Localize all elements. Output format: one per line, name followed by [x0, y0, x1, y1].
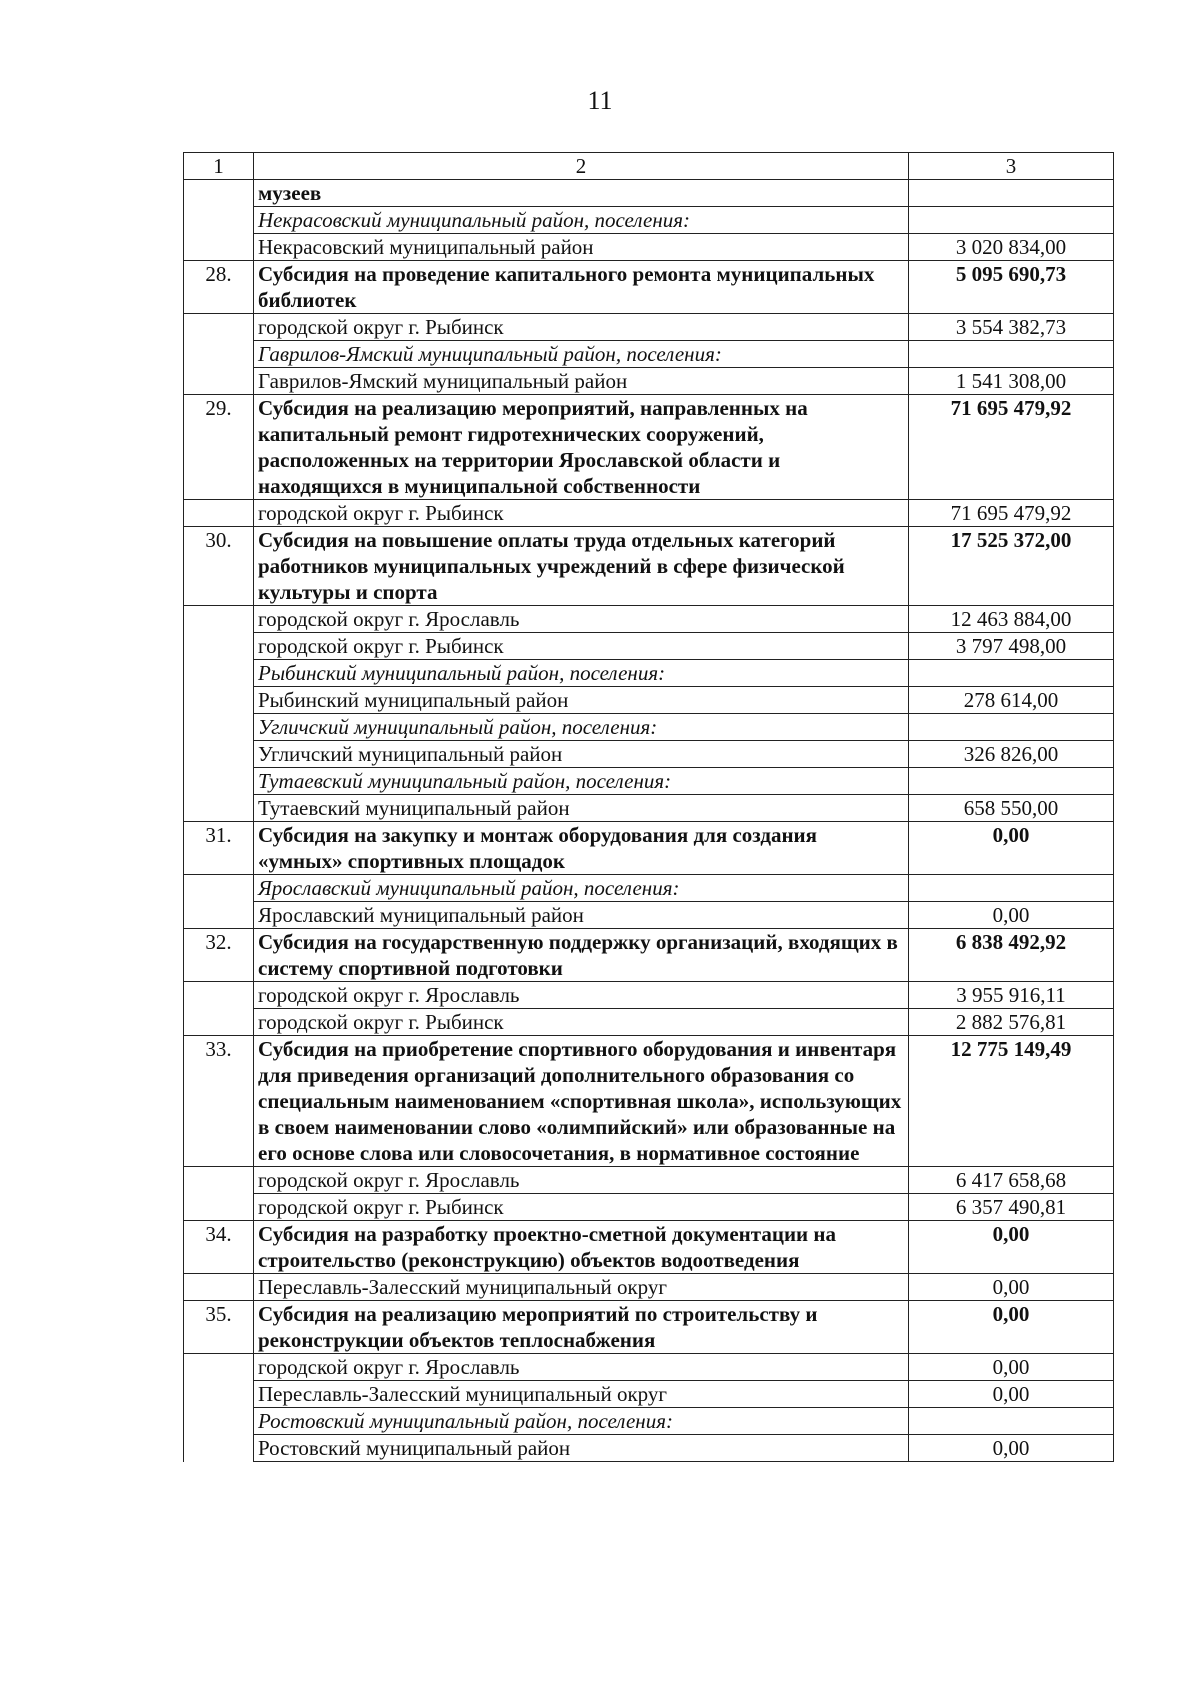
subsidy-title: Субсидия на государственную поддержку организаций, входящих в систему спортивной подготовки: [254, 929, 909, 982]
recipient-name: Угличский муниципальный район: [254, 741, 909, 768]
district-heading: Ярославский муниципальный район, поселения:: [254, 875, 909, 902]
table-row-district: [184, 768, 1114, 795]
row-number-empty: [184, 768, 254, 795]
table-row-item: [184, 795, 1114, 822]
table-row-item: [184, 314, 1114, 341]
recipient-amount: 0,00: [909, 1435, 1114, 1462]
subsidy-total: 71 695 479,92: [909, 395, 1114, 500]
recipient-name: Ярославский муниципальный район: [254, 902, 909, 929]
page-number: 11: [587, 86, 613, 115]
recipient-name: Некрасовский муниципальный район: [254, 234, 909, 261]
recipient-name: городской округ г. Рыбинск: [254, 314, 909, 341]
district-heading: Угличский муниципальный район, поселения:: [254, 714, 909, 741]
recipient-name: Переславль-Залесский муниципальный округ: [254, 1381, 909, 1408]
subsidy-total: 5 095 690,73: [909, 261, 1114, 314]
value-empty: [909, 341, 1114, 368]
row-number-empty: [184, 875, 254, 902]
table-row-subsidy: [184, 929, 1114, 982]
recipient-name: Гаврилов-Ямский муниципальный район: [254, 368, 909, 395]
header-col-2: 2: [254, 153, 909, 180]
table-row-subsidy: [184, 527, 1114, 606]
subsidy-total: [909, 180, 1114, 207]
district-heading: Рыбинский муниципальный район, поселения:: [254, 660, 909, 687]
row-number: 32.: [184, 929, 254, 982]
recipient-amount: 3 554 382,73: [909, 314, 1114, 341]
table-row-subsidy: [184, 822, 1114, 875]
row-number: 34.: [184, 1221, 254, 1274]
table-row-item: [184, 1435, 1114, 1462]
subsidy-total: 12 775 149,49: [909, 1036, 1114, 1167]
row-number-empty: [184, 687, 254, 714]
recipient-name: Тутаевский муниципальный район: [254, 795, 909, 822]
table-row-item: [184, 368, 1114, 395]
row-number-empty: [184, 1194, 254, 1221]
value-empty: [909, 875, 1114, 902]
header-col-3: 3: [909, 153, 1114, 180]
table-row-district: [184, 660, 1114, 687]
table-row-item: [184, 902, 1114, 929]
table-header-row: [184, 153, 1114, 180]
row-number: 29.: [184, 395, 254, 500]
district-heading: Некрасовский муниципальный район, поселения:: [254, 207, 909, 234]
recipient-amount: 12 463 884,00: [909, 606, 1114, 633]
table-row-item: [184, 1274, 1114, 1301]
row-number-empty: [184, 500, 254, 527]
recipient-amount: 6 417 658,68: [909, 1167, 1114, 1194]
table-row-item: [184, 1009, 1114, 1036]
table-row-district: [184, 1408, 1114, 1435]
recipient-name: городской округ г. Ярославль: [254, 982, 909, 1009]
table-row-item: [184, 1381, 1114, 1408]
table-row-item: [184, 500, 1114, 527]
row-number-empty: [184, 741, 254, 768]
recipient-name: Переславль-Залесский муниципальный округ: [254, 1274, 909, 1301]
recipient-amount: 0,00: [909, 1274, 1114, 1301]
district-heading: Гаврилов-Ямский муниципальный район, поселения:: [254, 341, 909, 368]
recipient-name: городской округ г. Ярославль: [254, 1167, 909, 1194]
table-row-district: [184, 875, 1114, 902]
row-number-empty: [184, 207, 254, 234]
row-number-empty: [184, 1009, 254, 1036]
district-heading: Ростовский муниципальный район, поселения:: [254, 1408, 909, 1435]
table-row-district: [184, 207, 1114, 234]
table-row-item: [184, 234, 1114, 261]
recipient-amount: 3 955 916,11: [909, 982, 1114, 1009]
row-number-empty: [184, 1354, 254, 1381]
district-heading: Тутаевский муниципальный район, поселения:: [254, 768, 909, 795]
table-body: [184, 180, 1114, 1462]
table-row-subsidy: [184, 395, 1114, 500]
row-number-empty: [184, 1274, 254, 1301]
value-empty: [909, 714, 1114, 741]
row-number-empty: [184, 1435, 254, 1462]
table-row-item: [184, 1354, 1114, 1381]
subsidy-title: Субсидия на приобретение спортивного оборудования и инвентаря для приведения организаций дополнительного образования со специальным наименованием «спортивная школа», использующих в своем наименовании слово «олимпийский» или образованные на его основе слова или словосочетания, в нормативное состояние: [254, 1036, 909, 1167]
recipient-name: городской округ г. Рыбинск: [254, 1009, 909, 1036]
table-row-item: [184, 1167, 1114, 1194]
row-number-empty: [184, 982, 254, 1009]
subsidy-title: Субсидия на реализацию мероприятий по строительству и реконструкции объектов теплоснабжения: [254, 1301, 909, 1354]
row-number-empty: [184, 633, 254, 660]
subsidy-total: 0,00: [909, 1221, 1114, 1274]
table-row-subsidy: [184, 1221, 1114, 1274]
recipient-name: городской округ г. Рыбинск: [254, 500, 909, 527]
table-row-item: [184, 1194, 1114, 1221]
recipient-amount: 0,00: [909, 1354, 1114, 1381]
recipient-amount: 326 826,00: [909, 741, 1114, 768]
subsidy-title: Субсидия на разработку проектно-сметной документации на строительство (реконструкцию) объектов водоотведения: [254, 1221, 909, 1274]
row-number: 28.: [184, 261, 254, 314]
recipient-amount: 0,00: [909, 1381, 1114, 1408]
row-number-empty: [184, 341, 254, 368]
subsidy-table: [183, 152, 1114, 1462]
table-row-district: [184, 714, 1114, 741]
table-row-item: [184, 741, 1114, 768]
row-number-empty: [184, 1167, 254, 1194]
table-row-district: [184, 341, 1114, 368]
row-number: 33.: [184, 1036, 254, 1167]
subsidy-title: Субсидия на повышение оплаты труда отдельных категорий работников муниципальных учреждений в сфере физической культуры и спорта: [254, 527, 909, 606]
subsidy-total: 0,00: [909, 822, 1114, 875]
recipient-name: городской округ г. Рыбинск: [254, 1194, 909, 1221]
recipient-name: Рыбинский муниципальный район: [254, 687, 909, 714]
subsidy-title: музеев: [254, 180, 909, 207]
subsidy-total: 17 525 372,00: [909, 527, 1114, 606]
recipient-name: Ростовский муниципальный район: [254, 1435, 909, 1462]
row-number: 35.: [184, 1301, 254, 1354]
table-row-item: [184, 687, 1114, 714]
value-empty: [909, 1408, 1114, 1435]
row-number-empty: [184, 180, 254, 207]
value-empty: [909, 768, 1114, 795]
recipient-name: городской округ г. Ярославль: [254, 606, 909, 633]
subsidy-total: 6 838 492,92: [909, 929, 1114, 982]
recipient-amount: 278 614,00: [909, 687, 1114, 714]
row-number-empty: [184, 314, 254, 341]
recipient-name: городской округ г. Рыбинск: [254, 633, 909, 660]
row-number: 31.: [184, 822, 254, 875]
row-number-empty: [184, 902, 254, 929]
table-row-item: [184, 982, 1114, 1009]
recipient-amount: 6 357 490,81: [909, 1194, 1114, 1221]
header-col-1: 1: [184, 153, 254, 180]
table-row-subsidy: [184, 1036, 1114, 1167]
value-empty: [909, 660, 1114, 687]
recipient-amount: 2 882 576,81: [909, 1009, 1114, 1036]
recipient-name: городской округ г. Ярославль: [254, 1354, 909, 1381]
subsidy-title: Субсидия на проведение капитального ремонта муниципальных библиотек: [254, 261, 909, 314]
recipient-amount: 0,00: [909, 902, 1114, 929]
table-row-item: [184, 606, 1114, 633]
row-number-empty: [184, 234, 254, 261]
subsidy-title: Субсидия на закупку и монтаж оборудования для создания «умных» спортивных площадок: [254, 822, 909, 875]
table-row-subsidy: [184, 261, 1114, 314]
subsidy-total: 0,00: [909, 1301, 1114, 1354]
table-row-subsidy: [184, 1301, 1114, 1354]
row-number: 30.: [184, 527, 254, 606]
row-number-empty: [184, 1408, 254, 1435]
table-row-item: [184, 633, 1114, 660]
recipient-amount: 3 797 498,00: [909, 633, 1114, 660]
row-number-empty: [184, 714, 254, 741]
row-number-empty: [184, 1381, 254, 1408]
recipient-amount: 3 020 834,00: [909, 234, 1114, 261]
subsidy-title: Субсидия на реализацию мероприятий, направленных на капитальный ремонт гидротехнических сооружений, расположенных на территории Ярославской области и находящихся в муниципальной собственности: [254, 395, 909, 500]
row-number-empty: [184, 368, 254, 395]
row-number-empty: [184, 660, 254, 687]
row-number-empty: [184, 795, 254, 822]
value-empty: [909, 207, 1114, 234]
recipient-amount: 658 550,00: [909, 795, 1114, 822]
table-row-subsidy: [184, 180, 1114, 207]
recipient-amount: 71 695 479,92: [909, 500, 1114, 527]
row-number-empty: [184, 606, 254, 633]
recipient-amount: 1 541 308,00: [909, 368, 1114, 395]
